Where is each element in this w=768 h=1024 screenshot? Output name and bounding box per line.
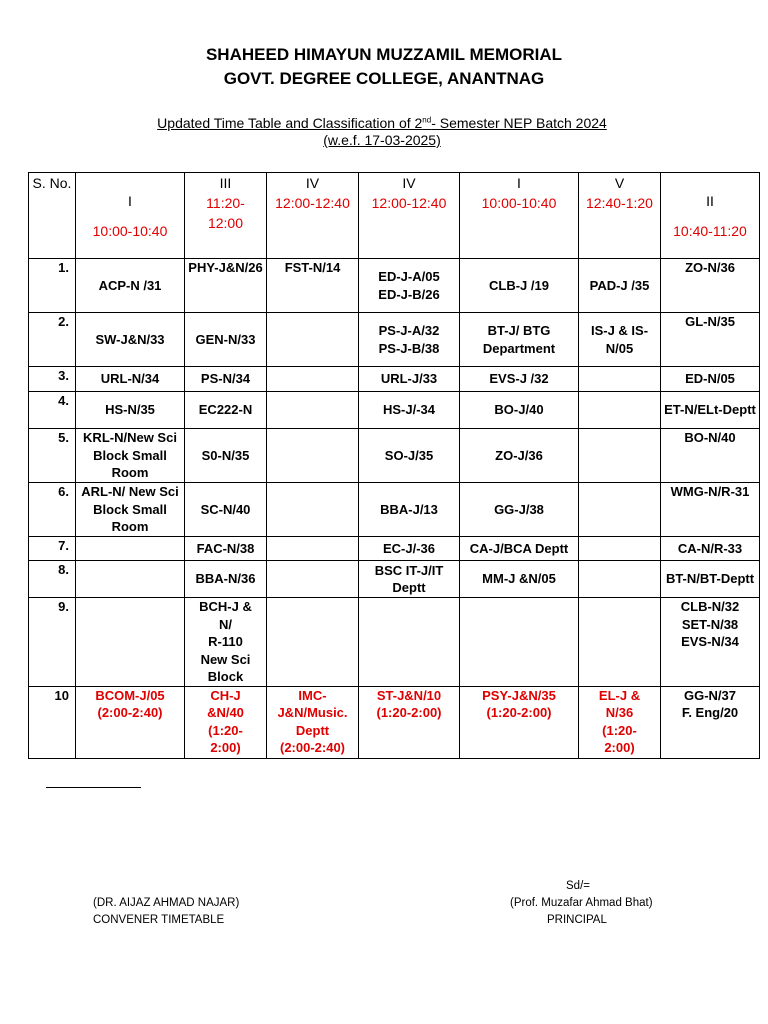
table-row	[29, 259, 760, 313]
course-cell	[267, 537, 359, 561]
course-cell	[579, 367, 661, 392]
course-cell	[76, 537, 185, 561]
course-cell	[359, 598, 460, 687]
course-cell: HS-J/-34	[359, 392, 460, 429]
course-cell: SO-J/35	[359, 429, 460, 483]
header-col: I 10:00-10:40	[76, 173, 185, 259]
serial-number: 3.	[29, 367, 76, 392]
principal-name: (Prof. Muzafar Ahmad Bhat)	[510, 897, 653, 909]
course-cell: SW-J&N/33	[76, 313, 185, 367]
course-cell: IMC- J&N/Music. Deptt (2:00-2:40)	[267, 686, 359, 758]
table-row	[29, 686, 760, 758]
table-row	[29, 392, 760, 429]
course-cell: EL-J & N/36 (1:20- 2:00)	[579, 686, 661, 758]
convener-title: CONVENER TIMETABLE	[93, 914, 225, 926]
header-col: IV 12:00-12:40	[267, 173, 359, 259]
table-row	[29, 561, 760, 598]
course-cell	[579, 598, 661, 687]
serial-number: 7.	[29, 537, 76, 561]
course-cell	[579, 392, 661, 429]
course-cell	[76, 598, 185, 687]
table-row	[29, 483, 760, 537]
course-cell: GL-N/35	[661, 313, 760, 367]
header-sno: S. No.	[29, 173, 76, 259]
serial-number: 8.	[29, 561, 76, 598]
course-cell: ACP-N /31	[76, 259, 185, 313]
header-col: II 10:40-11:20	[661, 173, 760, 259]
course-cell	[579, 561, 661, 598]
serial-number: 9.	[29, 598, 76, 687]
course-cell: SC-N/40	[185, 483, 267, 537]
course-cell	[579, 483, 661, 537]
course-cell: GG-N/37 F. Eng/20	[661, 686, 760, 758]
course-cell: PAD-J /35	[579, 259, 661, 313]
principal-title: PRINCIPAL	[547, 914, 607, 926]
course-cell: EC222-N	[185, 392, 267, 429]
course-cell	[460, 598, 579, 687]
serial-number: 10	[29, 686, 76, 758]
course-cell: ET-N/ELt-Deptt	[661, 392, 760, 429]
table-row	[29, 598, 760, 687]
course-cell: ED-N/05	[661, 367, 760, 392]
header-col: I 10:00-10:40	[460, 173, 579, 259]
course-cell: FAC-N/38	[185, 537, 267, 561]
college-name-line1: SHAHEED HIMAYUN MUZZAMIL MEMORIAL	[205, 45, 563, 64]
course-cell	[579, 537, 661, 561]
course-cell: BT-N/BT-Deptt	[661, 561, 760, 598]
course-cell: KRL-N/New Sci Block Small Room	[76, 429, 185, 483]
course-cell: ZO-N/36	[661, 259, 760, 313]
course-cell	[267, 483, 359, 537]
course-cell: BBA-J/13	[359, 483, 460, 537]
course-cell	[267, 367, 359, 392]
course-cell: PSY-J&N/35 (1:20-2:00)	[460, 686, 579, 758]
course-cell: S0-N/35	[185, 429, 267, 483]
course-cell: ED-J-A/05 ED-J-B/26	[359, 259, 460, 313]
course-cell: URL-J/33	[359, 367, 460, 392]
signature-rule	[46, 787, 141, 788]
college-name-line2: GOVT. DEGREE COLLEGE, ANANTNAG	[223, 69, 545, 88]
course-cell: PS-J-A/32 PS-J-B/38	[359, 313, 460, 367]
course-cell: BT-J/ BTG Department	[460, 313, 579, 367]
effective-date: (w.e.f. 17-03-2025)	[323, 132, 441, 148]
course-cell	[267, 598, 359, 687]
convener-name: (DR. AIJAZ AHMAD NAJAR)	[93, 897, 240, 909]
course-cell: ARL-N/ New Sci Block Small Room	[76, 483, 185, 537]
serial-number: 4.	[29, 392, 76, 429]
course-cell: PS-N/34	[185, 367, 267, 392]
serial-number: 2.	[29, 313, 76, 367]
table-row	[29, 537, 760, 561]
course-cell: BSC IT-J/IT Deptt	[359, 561, 460, 598]
course-cell: CA-N/R-33	[661, 537, 760, 561]
course-cell: IS-J & IS-N/05	[579, 313, 661, 367]
table-row	[29, 367, 760, 392]
course-cell: BCOM-J/05 (2:00-2:40)	[76, 686, 185, 758]
course-cell: GG-J/38	[460, 483, 579, 537]
timetable-subtitle: Updated Time Table and Classification of 2nd- Semester NEP Batch 2024	[157, 115, 607, 131]
header-row	[29, 173, 760, 259]
course-cell: PHY-J&N/26	[185, 259, 267, 313]
course-cell	[267, 392, 359, 429]
table-row	[29, 313, 760, 367]
course-cell: EC-J/-36	[359, 537, 460, 561]
course-cell: WMG-N/R-31	[661, 483, 760, 537]
course-cell: MM-J &N/05	[460, 561, 579, 598]
header-col: V 12:40-1:20	[579, 173, 661, 259]
course-cell: CH-J &N/40 (1:20- 2:00)	[185, 686, 267, 758]
serial-number: 5.	[29, 429, 76, 483]
course-cell	[579, 429, 661, 483]
course-cell	[267, 561, 359, 598]
course-cell: EVS-J /32	[460, 367, 579, 392]
course-cell	[267, 429, 359, 483]
serial-number: 1.	[29, 259, 76, 313]
header-col: III 11:20-12:00	[185, 173, 267, 259]
course-cell: URL-N/34	[76, 367, 185, 392]
course-cell	[267, 313, 359, 367]
course-cell: ST-J&N/10 (1:20-2:00)	[359, 686, 460, 758]
course-cell: BO-J/40	[460, 392, 579, 429]
signed-mark: Sd/=	[566, 880, 590, 892]
course-cell: BBA-N/36	[185, 561, 267, 598]
course-cell: BO-N/40	[661, 429, 760, 483]
serial-number: 6.	[29, 483, 76, 537]
course-cell	[76, 561, 185, 598]
course-cell: CA-J/BCA Deptt	[460, 537, 579, 561]
table-row	[29, 429, 760, 483]
course-cell: GEN-N/33	[185, 313, 267, 367]
course-cell: FST-N/14	[267, 259, 359, 313]
course-cell: HS-N/35	[76, 392, 185, 429]
course-cell: CLB-N/32 SET-N/38 EVS-N/34	[661, 598, 760, 687]
header-col: IV 12:00-12:40	[359, 173, 460, 259]
timetable	[28, 172, 760, 759]
course-cell: ZO-J/36	[460, 429, 579, 483]
course-cell: BCH-J & N/ R-110 New Sci Block	[185, 598, 267, 687]
course-cell: CLB-J /19	[460, 259, 579, 313]
